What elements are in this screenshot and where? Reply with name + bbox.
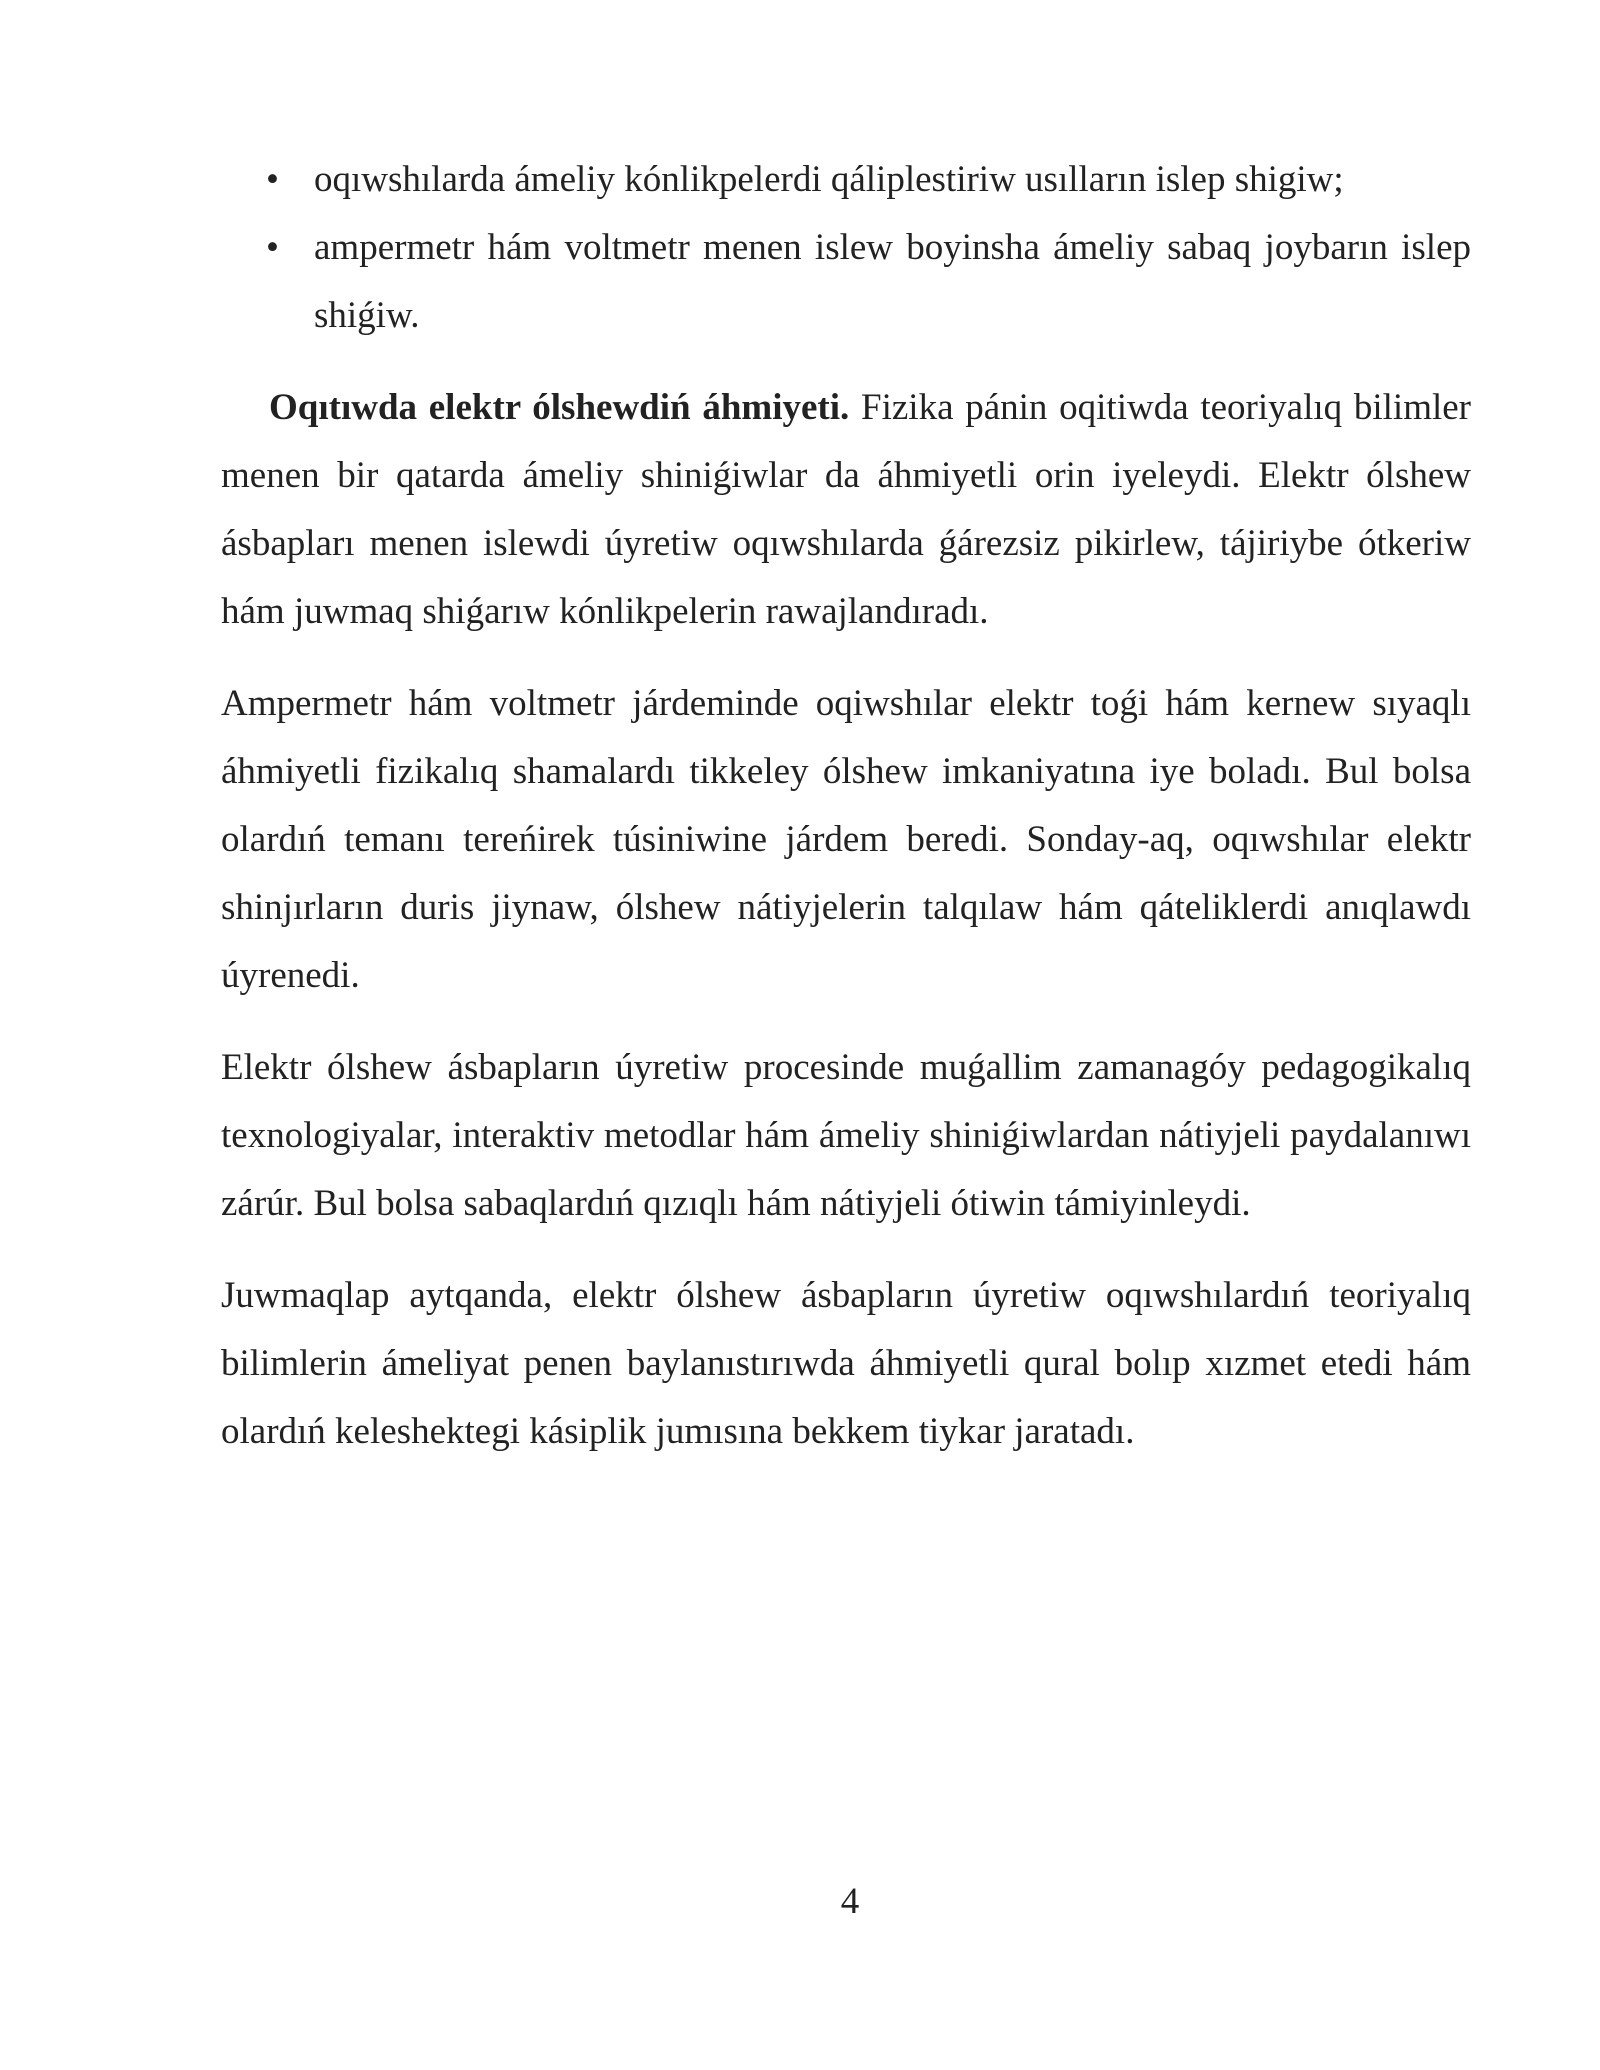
body-paragraph: Ampermetr hám voltmetr járdeminde oqiwshılar elektr toǵi hám kernew sıyaqlı áhmiyetli fizikalıq shamalardı tikkeley ólshew imkaniyatına iye boladı. Bul bolsa olardıń temanı tereńirek túsiniwine járdem beredi. Sonday-aq, oqıwshılar elektr shinjırların duris jiynaw, ólshew nátiyjelerin talqılaw hám qáteliklerdi anıqlawdı úyrenedi. [221,683,1471,996]
bullet-item [221,214,1471,350]
bullet-item [221,146,1471,214]
body-paragraph: Juwmaqlap aytqanda, elektr ólshew ásbapların úyretiw oqıwshılardıń teoriyalıq bilimlerin ámeliyat penen baylanıstırıwda áhmiyetli qural bolıp xızmet etedi hám olardıń keleshektegi kásiplik jumısına bekkem tiykar jaratadı. [221,1275,1471,1452]
section-paragraph [221,374,1471,646]
bullet-marker: • [266,227,279,268]
bullet-text: oqıwshılarda ámeliy kónlikpelerdi qáliplestiriw usılların islep shigiw; [314,159,1344,200]
body-paragraph: Elektr ólshew ásbapların úyretiw procesinde muǵallim zamanagóy pedagogikalıq texnologiyalar, interaktiv metodlar hám ámeliy shiniǵiwlardan nátiyjeli paydalanıwı zárúr. Bul bolsa sabaqlardıń qızıqlı hám nátiyjeli ótiwin támiyinleydi. [221,1047,1471,1224]
page-number: 4 [840,1881,860,1922]
section-heading: Oqıtıwda elektr ólshewdiń áhmiyeti. [269,387,850,428]
bullet-list [221,146,1471,350]
section-intro-text: Fizika pánin oqitiwda teoriyalıq bilimler menen bir qatarda ámeliy shiniǵiwlar da áhmiyetli orin iyeleydi. Elektr ólshew ásbapları menen islewdi úyretiw oqıwshılarda ǵárezsiz pikirlew, tájiriybe ótkeriw hám juwmaq shiǵarıw kónlikpelerin rawajlandıradı. [221,387,1471,632]
bullet-text: ampermetr hám voltmetr menen islew boyinsha ámeliy sabaq joybarın islep shiǵiw. [314,227,1471,336]
page-content [221,146,1471,1466]
bullet-marker: • [266,159,279,200]
